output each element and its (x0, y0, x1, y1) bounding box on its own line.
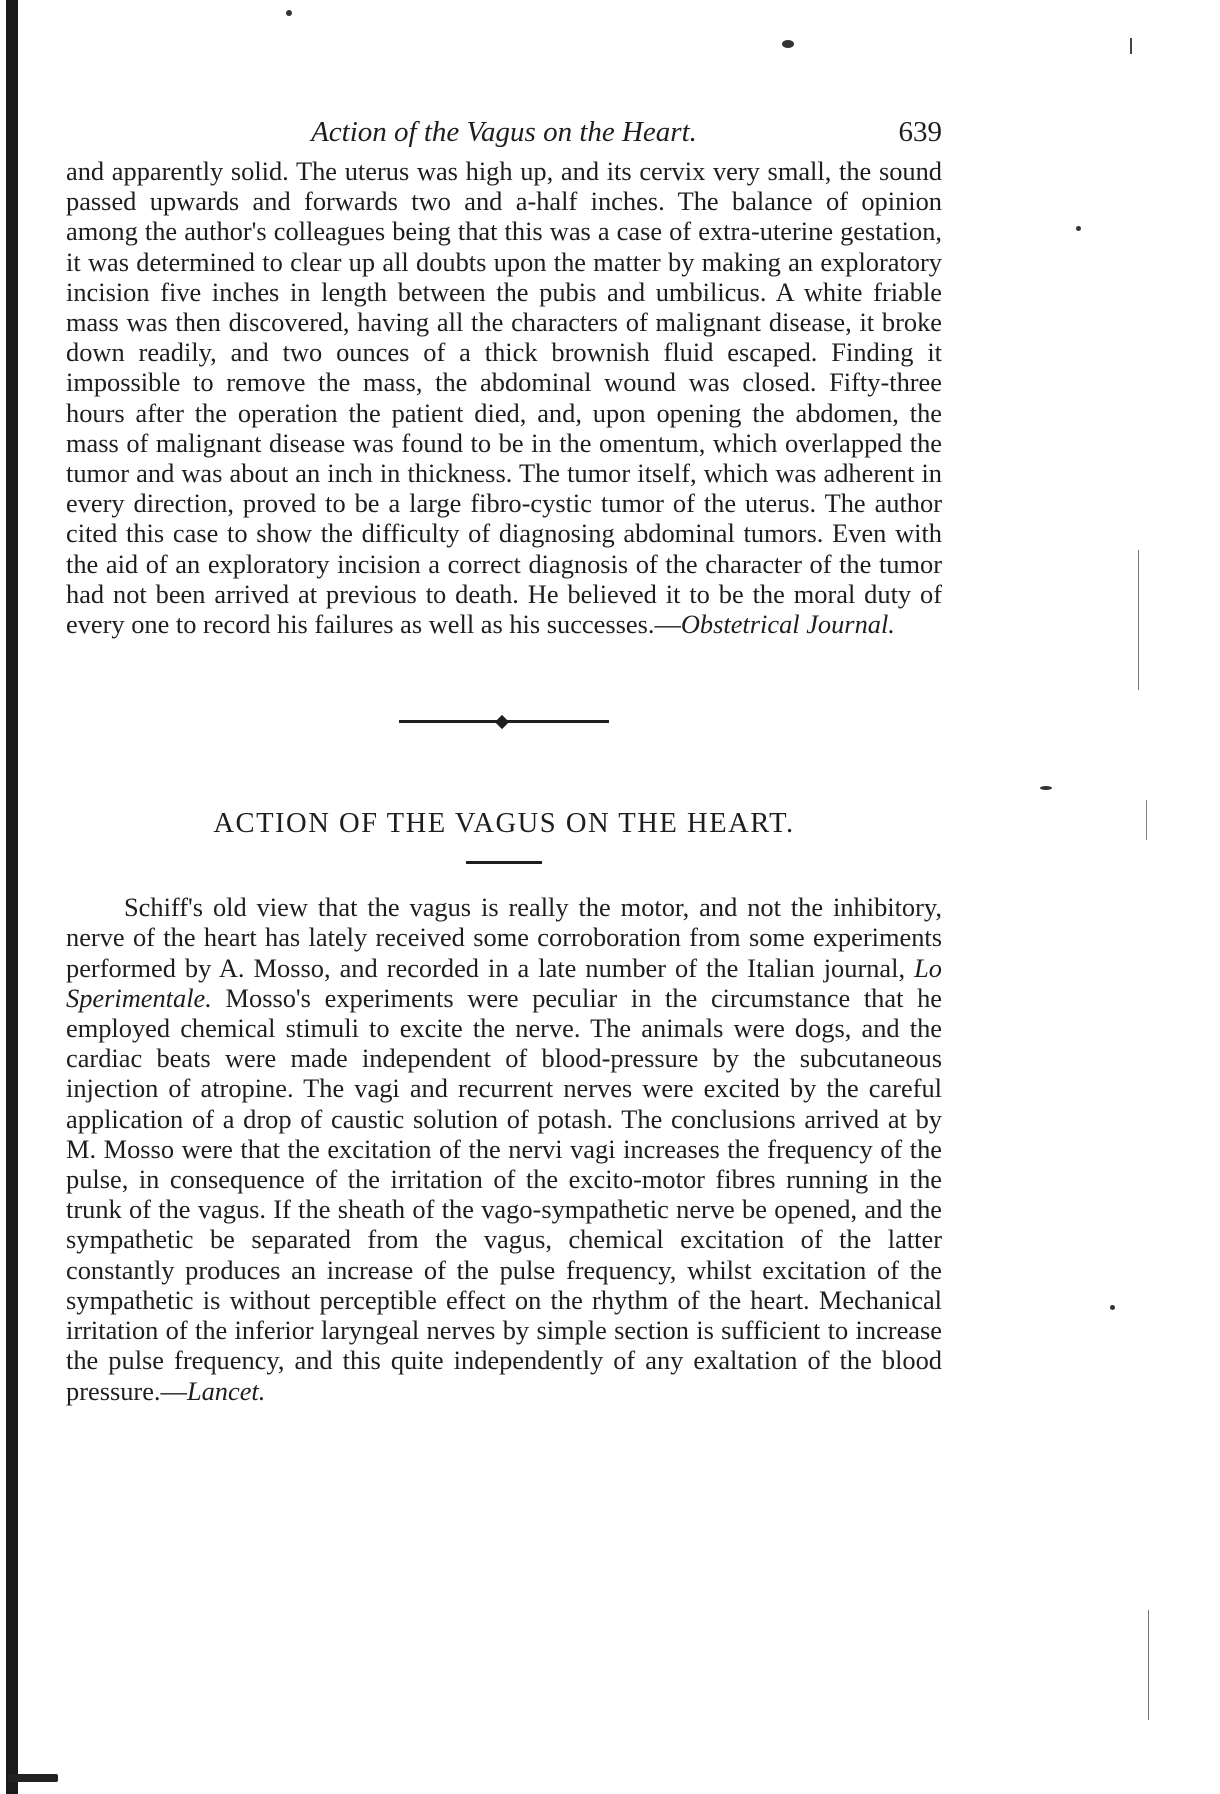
article-body-start: Schiff's old view that the vagus is really the motor, and not the inhibitory, nerve of the heart has lately received some corroboration from some experiments performed by A. Mosso, and recorded in a late number of the Italian journal, (66, 892, 942, 983)
print-speck (782, 40, 794, 48)
print-tick-mark (1130, 38, 1132, 54)
running-title: Action of the Vagus on the Heart. (311, 116, 697, 148)
print-speck (1076, 226, 1081, 231)
print-tick-mark (1148, 1610, 1149, 1720)
title-rule (466, 861, 542, 864)
print-speck (1110, 1305, 1115, 1310)
print-speck (286, 10, 292, 16)
article-body-end: Mosso's experiments were peculiar in the circumstance that he employed chemical stimuli to excite the nerve. The animals were dogs, and the cardiac beats were made independent of blood-pressure by the subcutaneous injection of atropine. The vagi and recurrent nerves were excited by the careful application of a drop of caustic solution of potash. The conclusions arrived at by M. Mosso were that the excitation of the nervi vagi increases the frequency of the pulse, in consequence of the irritation of the excito-motor fibres running in the trunk of the vagus. If the sheath of the vago-sympathetic nerve be opened, and the sympathetic be separated from the vagus, chemical excitation of the latter constantly produces an increase of the pulse frequency, whilst excitation of the sympathetic is without perceptible effect on the rhythm of the heart. Mechanical irritation of the inferior laryngeal nerves by simple section is sufficient to increase the pulse frequency, and this quite independently of any exaltation of the blood pressure.— (66, 982, 942, 1406)
print-speck (1040, 786, 1052, 790)
page-content (66, 116, 942, 1406)
previous-article-body: and apparently solid. The uterus was high up, and its cervix very small, the sound passed upwards and forwards two and a-half inches. The balance of opinion among the author's colleagues being that this was a case of extra-uterine gestation, it was determined to clear up all doubts upon the matter by making an exploratory incision five inches in length between the pubis and umbilicus. A white friable mass was then discovered, having all the characters of malignant disease, it broke down readily, and two ounces of a thick brownish fluid escaped. Finding it impossible to remove the mass, the abdominal wound was closed. Fifty-three hours after the operation the patient died, and, upon opening the abdomen, the mass of malignant disease was found to be in the omentum, which overlapped the tumor and was about an inch in thickness. The tumor itself, which was adherent in every direction, proved to be a large fibro-cystic tumor of the uterus. The author cited this case to show the difficulty of diagnosing abdominal tumors. Even with the aid of an exploratory incision a correct diagnosis of the character of the tumor had not been arrived at previous to death. He believed it to be the moral duty of every one to record his failures as well as his successes.— (66, 156, 942, 640)
section-divider-ornament (399, 715, 609, 729)
page-binding-mark (8, 1774, 58, 1782)
previous-article-paragraph (66, 156, 942, 639)
page-number: 639 (898, 116, 942, 148)
print-tick-mark (1138, 550, 1139, 690)
page-binding-edge (6, 0, 18, 1794)
article-title: ACTION OF THE VAGUS ON THE HEART. (213, 808, 795, 840)
journal-name: Lo Sperimentale. (66, 952, 942, 1013)
article-source: Lancet. (186, 1375, 266, 1406)
divider-diamond (495, 715, 509, 729)
previous-article-source: Obstetrical Journal. (680, 609, 895, 640)
article-paragraph (66, 892, 942, 1405)
print-tick-mark (1146, 800, 1147, 840)
running-head (66, 116, 942, 156)
